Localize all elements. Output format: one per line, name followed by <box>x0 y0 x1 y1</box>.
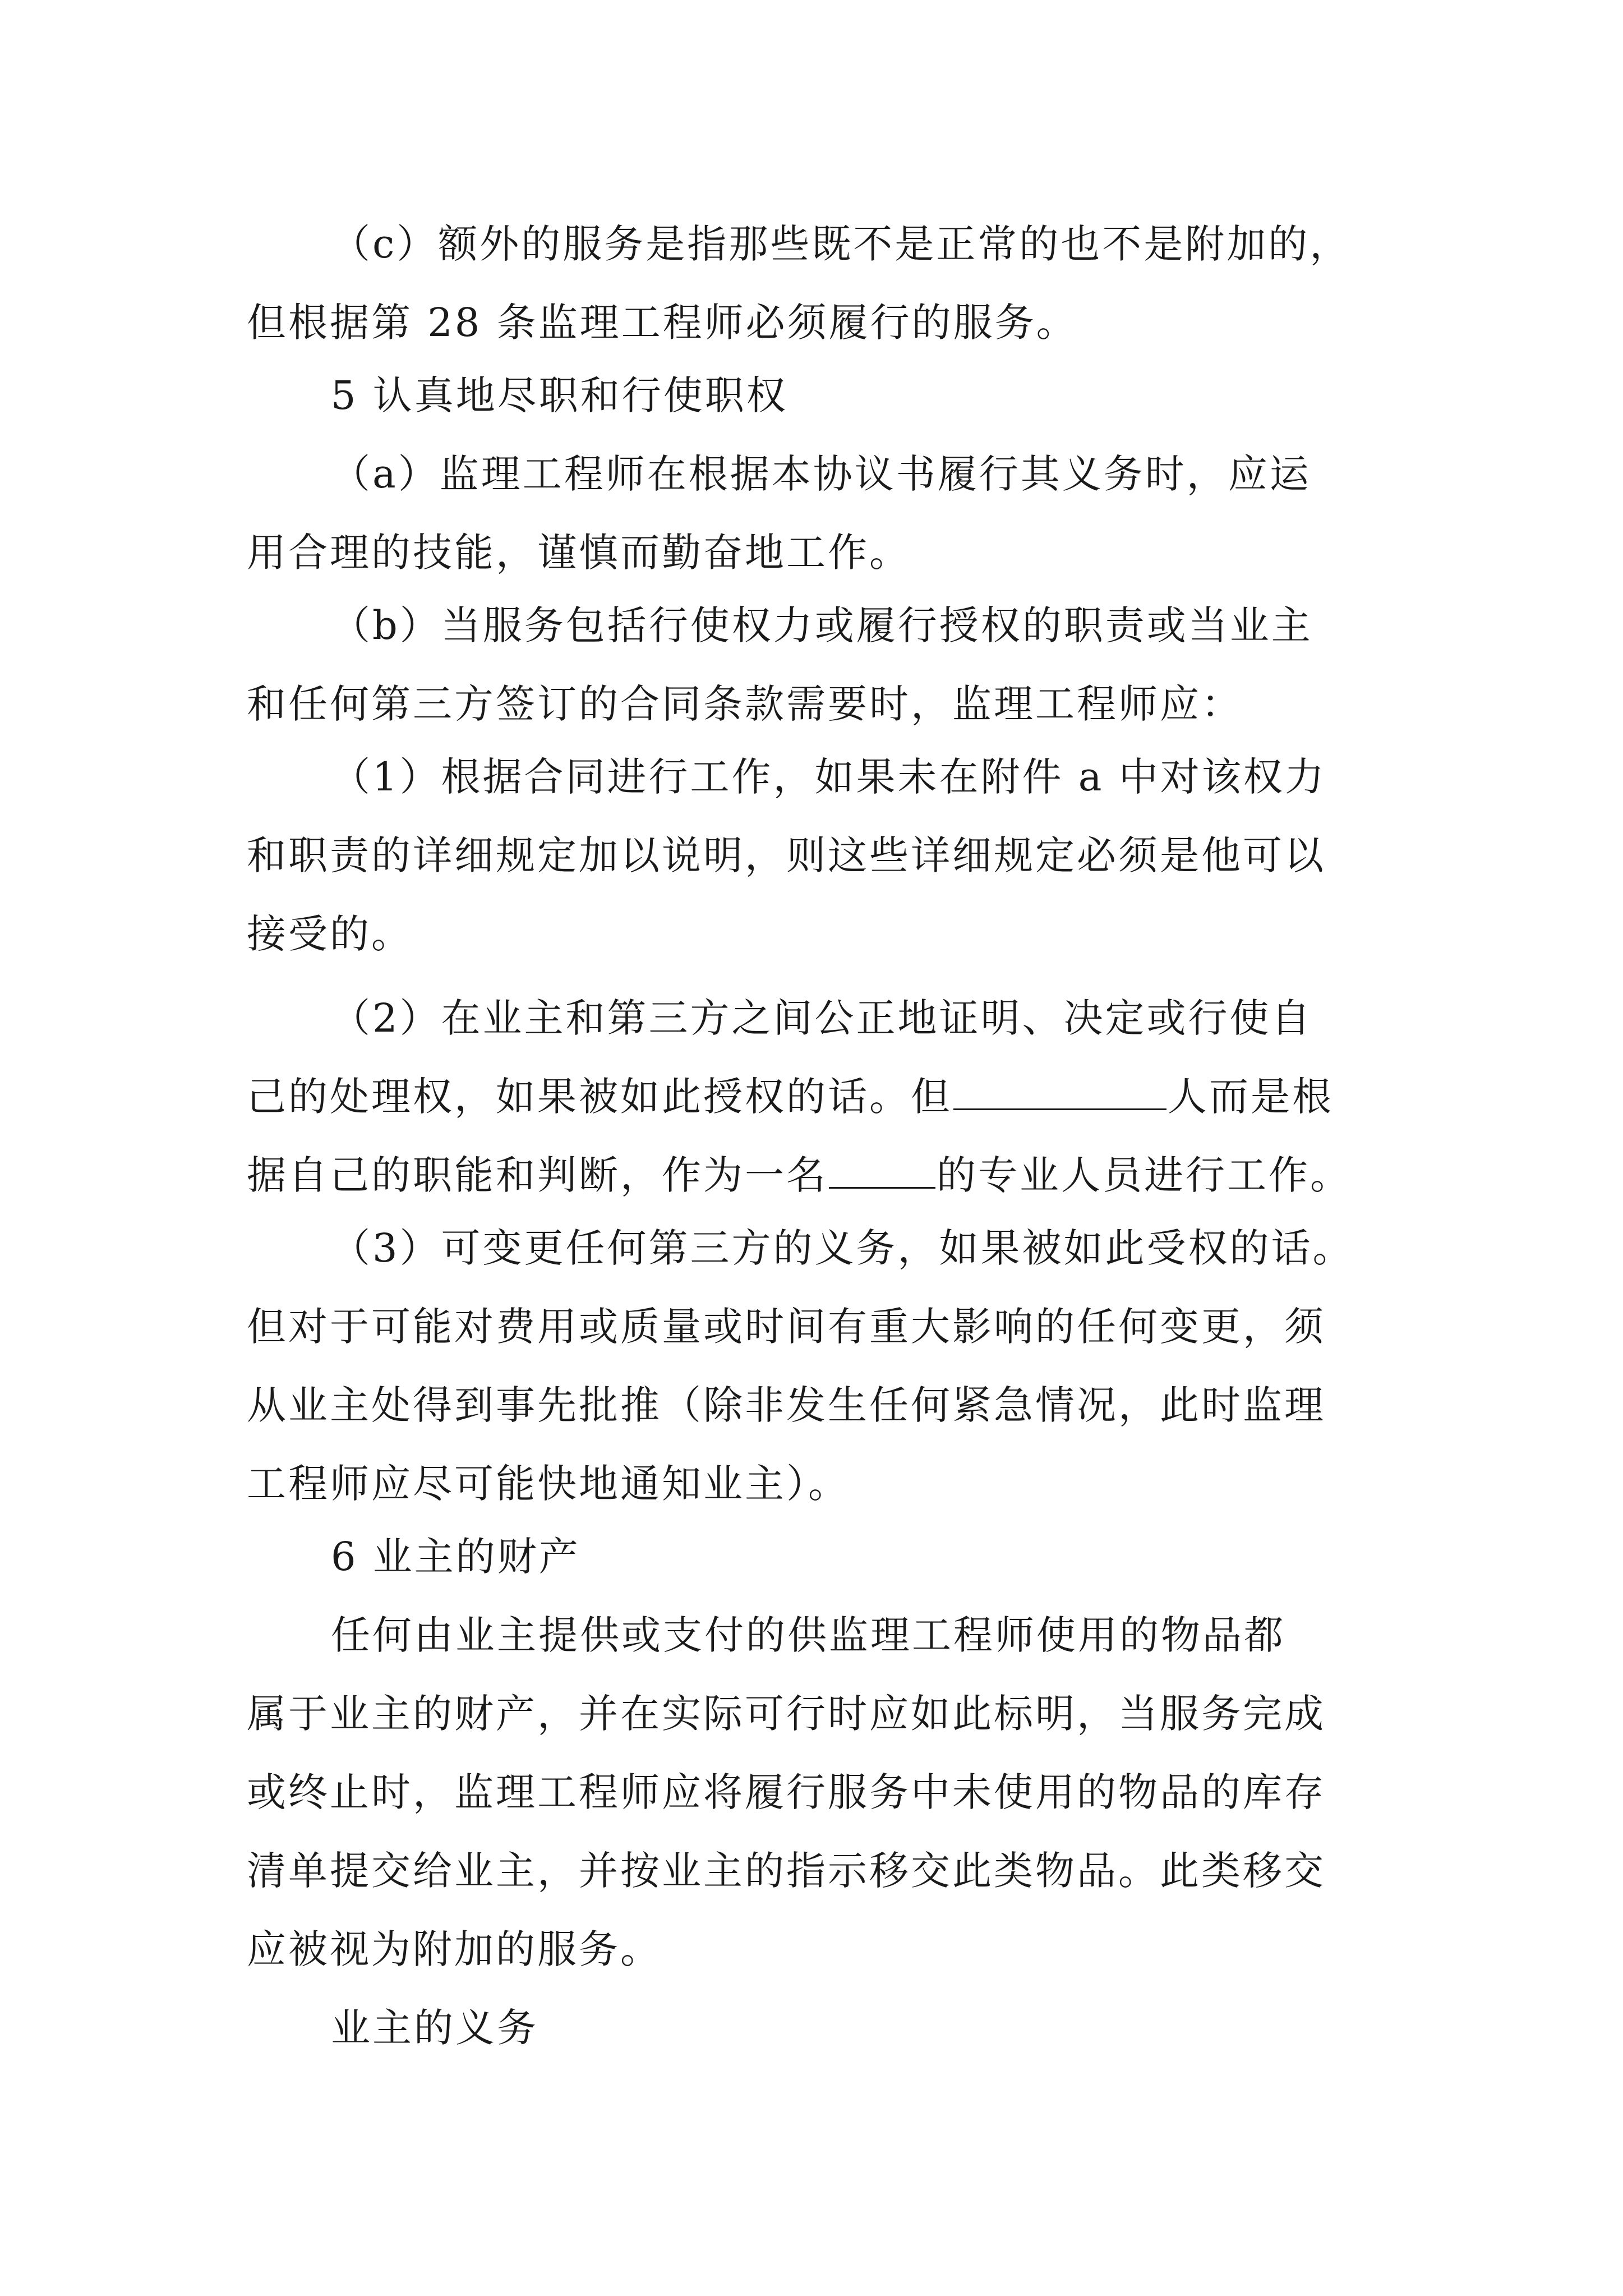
paragraph-line: 但根据第 28 条监理工程师必须履行的服务。 <box>247 300 1078 346</box>
paragraph-line <box>247 1069 1334 1125</box>
section-heading: 业主的义务 <box>331 2005 538 2051</box>
paragraph-line: 用合理的技能，谨慎而勤奋地工作。 <box>247 530 911 576</box>
paragraph-line: 应被视为附加的服务。 <box>247 1926 662 1972</box>
paragraph-line: （3）可变更任何第三方的义务，如果被如此受权的话。 <box>331 1225 1354 1271</box>
paragraph-line: 和职责的详细规定加以说明，则这些详细规定必须是他可以 <box>247 832 1326 878</box>
paragraph-line: （b）当服务包括行使权力或履行授权的职责或当业主 <box>331 602 1313 648</box>
fill-in-blank <box>829 1148 935 1189</box>
paragraph-line <box>247 1147 1352 1203</box>
fill-in-blank <box>953 1069 1166 1110</box>
section-heading: 5 认真地尽职和行使职权 <box>331 372 788 418</box>
paragraph-line: 但对于可能对费用或质量或时间有重大影响的任何变更，须 <box>247 1304 1326 1350</box>
paragraph-line: 从业主处得到事先批推（除非发生任何紧急情况，此时监理 <box>247 1382 1326 1428</box>
paragraph-line: （1）根据合同进行工作，如果未在附件 a 中对该权力 <box>331 754 1326 800</box>
paragraph-line: 清单提交给业主，并按业主的指示移交此类物品。此类移交 <box>247 1848 1326 1894</box>
section-heading: 6 业主的财产 <box>331 1534 580 1580</box>
paragraph-line: （2）在业主和第三方之间公正地证明、决定或行使自 <box>331 995 1313 1041</box>
paragraph-line: 和任何第三方签订的合同条款需要时，监理工程师应： <box>247 681 1243 727</box>
line-segment: 据自己的职能和判断，作为一名 <box>247 1152 828 1198</box>
paragraph-line: （a）监理工程师在根据本协议书履行其义务时，应运 <box>331 451 1311 497</box>
line-segment: 的专业人员进行工作。 <box>937 1152 1352 1198</box>
paragraph-line: 任何由业主提供或支付的供监理工程师使用的物品都 <box>331 1612 1285 1658</box>
line-segment: 人而是根 <box>1168 1074 1334 1120</box>
paragraph-line: 属于业主的财产，并在实际可行时应如此标明，当服务完成 <box>247 1691 1326 1737</box>
paragraph-line: 或终止时，监理工程师应将履行服务中未使用的物品的库存 <box>247 1769 1326 1815</box>
line-segment: 己的处理权，如果被如此授权的话。但 <box>247 1074 952 1120</box>
paragraph-line: 工程师应尽可能快地通知业主）。 <box>247 1461 850 1507</box>
paragraph-line: （c）额外的服务是指那些既不是正常的也不是附加的， <box>331 221 1352 267</box>
paragraph-line: 接受的。 <box>247 911 413 957</box>
